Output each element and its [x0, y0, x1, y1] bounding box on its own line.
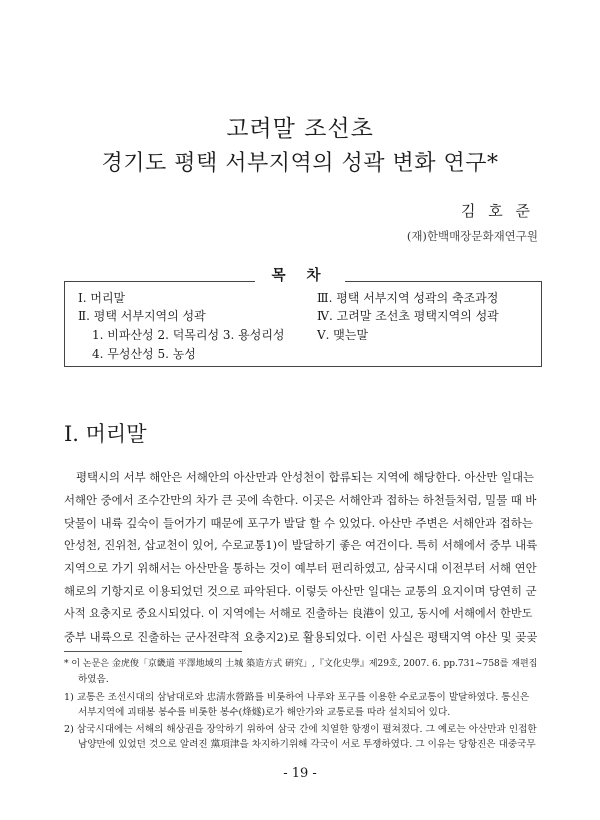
paper-title-line2: 경기도 평택 서부지역의 성곽 변화 연구* — [101, 151, 499, 176]
body-line: 해로의 기항지로 이용되었던 것으로 파악된다. 이렇듯 아산만 일대는 교통의 요지이며 당연히 군 — [64, 583, 537, 598]
author-name: 김 호 준 — [460, 202, 534, 220]
toc-item: Ⅰ. 머리말 — [78, 291, 126, 305]
toc-item: Ⅲ. 평택 서부지역 성곽의 축조과정 — [317, 291, 499, 305]
author-affiliation: (재)한백매장문화재연구원 — [406, 229, 538, 243]
toc-item: Ⅱ. 평택 서부지역의 성곽 — [78, 309, 206, 323]
toc-item: 1. 비파산성 2. 덕목리성 3. 용성리성 — [92, 328, 285, 342]
body-line: 사적 요충지로 중요시되었다. 이 지역에는 서해로 진출하는 良港이 있고, 동시에 서해에서 한반도 — [64, 606, 533, 620]
body-line: 지역으로 가기 위해서는 아산만을 통하는 것이 예부터 편리하였고, 삼국시대 이전부터 서해 연안 — [64, 561, 537, 576]
body-line: 안성천, 진위천, 삽교천이 있어, 수로교통1)이 발달하기 좋은 여건이다. 특히 서해에서 중부 내륙 — [64, 538, 538, 553]
footnote-divider — [64, 651, 242, 652]
footnote-1: 1) 교통은 조선시대의 삼남대로와 忠淸水營路를 비롯하여 나루와 포구를 이용한 수로교통이 발달하였다. 통신은 — [64, 692, 530, 703]
footnote-star-cont: 하였음. — [78, 674, 109, 685]
page-number: - 19 - — [283, 766, 317, 781]
body-line: 닷물이 내륙 깊숙이 들어가기 때문에 포구가 발달 할 수 있었다. 아산만 주변은 서해안과 접하는 — [64, 515, 533, 530]
body-paragraph — [64, 466, 540, 648]
body-line: 중부 내륙으로 진출하는 군사전략적 요충지2)로 활용되었다. 이런 사실은 평택지역 야산 및 곶곶 — [64, 629, 538, 644]
footnote-star: * 이 논문은 金虎俊「京畿道 平澤地域의 土城 築造方式 硏究」,『文化史學』제29호, 2007. 6. pp.731~758를 재편집 — [64, 659, 538, 669]
toc-item: 4. 무성산성 5. 농성 — [92, 347, 196, 361]
body-line: 평택시의 서부 해안은 서해안의 아산만과 안성천이 합류되는 지역에 해당한다. 아산만 일대는 — [76, 470, 534, 484]
body-line: 서해안 중에서 조수간만의 차가 큰 곳에 속한다. 이곳은 서해안과 접하는 하천들처럼, 밀물 때 바 — [64, 492, 537, 507]
toc-heading: 목 차 — [255, 264, 345, 285]
footnote-1-cont: 서부지역에 괴태봉 봉수를 비롯한 봉수(烽燧)로가 해안가와 교통로를 따라 설치되어 있다. — [78, 707, 451, 718]
footnote-2-cont: 남양만에 있었던 것으로 알려진 黨項津을 차지하기위해 각국이 서로 투쟁하였다. 그 이유는 당항진은 대중국무 — [78, 739, 536, 750]
paper-title-line1: 고려말 조선초 — [226, 116, 374, 142]
footnote-2: 2) 삼국시대에는 서해의 해상권을 장악하기 위하여 삼국 간에 치열한 항쟁이 펼쳐졌다. 그 예로는 아산만과 인접한 — [64, 724, 537, 735]
section-heading: Ⅰ. 머리말 — [64, 422, 147, 446]
toc-item: Ⅳ. 고려말 조선초 평택지역의 성곽 — [317, 309, 499, 323]
toc-item: Ⅴ. 맺는말 — [317, 328, 369, 342]
